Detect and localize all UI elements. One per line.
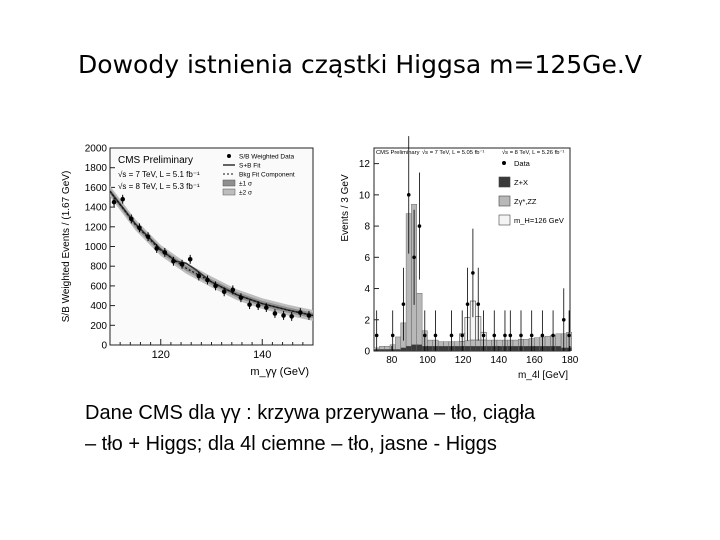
lumi-8tev: √s = 8 TeV, L = 5.26 fb⁻¹ [502, 150, 565, 156]
legend-label: Data [514, 159, 530, 168]
legend-label: m_H=126 GeV [514, 216, 564, 225]
chart-title: CMS Preliminary [118, 155, 194, 166]
zz-background-bar [470, 340, 475, 346]
y-tick-label: 1000 [84, 242, 107, 253]
data-point [129, 217, 134, 222]
y-tick-label: 8 [364, 221, 370, 233]
x-axis-label: m_4l [GeV] [517, 370, 568, 381]
y-tick-label: 2 [364, 315, 370, 327]
x-tick-label: 160 [526, 355, 543, 366]
data-point [503, 334, 507, 338]
zx-background-bar [443, 346, 448, 351]
data-point [402, 302, 406, 306]
data-point [171, 259, 176, 264]
zz-background-bar [497, 340, 502, 346]
x-tick-label: 120 [151, 349, 170, 361]
legend-marker-box [499, 215, 510, 225]
data-point [471, 271, 475, 275]
data-point [256, 303, 261, 308]
zx-background-bar [385, 349, 390, 351]
zx-background-bar [417, 345, 422, 351]
lumi-7tev: √s = 7 TeV, L = 5.1 fb⁻¹ [118, 170, 200, 179]
zz-background-bar [443, 342, 448, 347]
data-point [188, 257, 193, 262]
legend-marker-band [223, 180, 235, 186]
data-point [434, 334, 438, 338]
legend-label: Zγ*,ZZ [514, 197, 537, 206]
chart-title: CMS Preliminary [376, 150, 420, 156]
data-point [530, 334, 534, 338]
legend-label: ±2 σ [239, 189, 252, 197]
data-point [264, 305, 269, 310]
zz-background-bar [534, 338, 539, 347]
data-point [289, 314, 294, 319]
y-tick-label: 4 [364, 284, 370, 296]
y-tick-label: 1800 [84, 163, 107, 175]
zx-background-bar [534, 346, 539, 351]
zx-background-bar [454, 346, 459, 351]
zx-background-bar [470, 346, 475, 351]
data-point [375, 334, 379, 338]
legend-marker-box [499, 196, 510, 206]
y-tick-label: 1600 [84, 182, 107, 194]
data-point [120, 197, 125, 202]
y-tick-label: 6 [364, 252, 370, 264]
zx-background-bar [395, 349, 400, 351]
data-point [567, 334, 571, 338]
y-tick-label: 600 [90, 281, 107, 293]
y-tick-label: 10 [358, 190, 370, 202]
data-point [466, 302, 470, 306]
zx-background-bar [411, 345, 416, 351]
zx-background-bar [524, 346, 529, 351]
zx-background-bar [556, 346, 561, 351]
data-point [213, 284, 218, 289]
zx-background-bar [379, 349, 384, 351]
data-point [460, 334, 464, 338]
x-axis-label: m_γγ (GeV) [250, 366, 309, 378]
y-tick-label: 1200 [84, 222, 107, 234]
y-tick-label: 0 [101, 340, 107, 352]
data-point [509, 334, 513, 338]
y-tick-label: 200 [90, 320, 107, 332]
zx-background-bar [486, 346, 491, 351]
data-point [476, 302, 480, 306]
zx-background-bar [497, 346, 502, 351]
zz-background-bar [454, 342, 459, 347]
legend-marker-band [223, 189, 235, 195]
data-point [281, 313, 286, 318]
zz-background-bar [379, 346, 384, 349]
zx-background-bar [476, 346, 481, 351]
zz-background-bar [417, 293, 422, 345]
zz-background-bar [427, 340, 432, 346]
legend-marker-data [227, 154, 231, 158]
data-point [423, 334, 427, 338]
zx-background-bar [545, 346, 550, 351]
data-point [205, 278, 210, 283]
legend-label: ±1 σ [239, 180, 252, 188]
data-point [222, 290, 227, 295]
zz-background-bar [438, 342, 443, 347]
data-point [298, 310, 303, 315]
x-tick-label: 180 [561, 355, 579, 366]
x-tick-label: 80 [386, 355, 398, 366]
zz-background-bar [385, 346, 390, 349]
zx-background-bar [438, 346, 443, 351]
data-point [450, 334, 454, 338]
x-tick-label: 140 [490, 355, 508, 366]
slide-caption [85, 398, 685, 460]
zz-background-bar [395, 337, 400, 349]
data-point [146, 234, 151, 239]
lumi-8tev: √s = 8 TeV, L = 5.3 fb⁻¹ [118, 182, 200, 191]
legend-label: S/B Weighted Data [239, 153, 295, 161]
x-tick-label: 120 [454, 355, 472, 366]
y-axis-label: Events / 3 GeV [340, 174, 351, 242]
data-point [307, 313, 312, 318]
y-tick-label: 2000 [84, 143, 107, 155]
slide-title: Dowody istnienia cząstki Higgsa m=125Ge.V [78, 50, 642, 79]
data-point [391, 334, 395, 338]
legend-label: Z+X [514, 178, 528, 187]
data-point [482, 334, 486, 338]
data-point [247, 302, 252, 307]
y-tick-label: 400 [90, 301, 107, 313]
x-tick-label: 140 [253, 349, 272, 361]
legend-marker-box [499, 177, 510, 187]
lumi-7tev: √s = 7 TeV, L = 5.05 fb⁻¹ [422, 150, 485, 156]
zx-background-bar [513, 346, 518, 351]
zz-background-bar [465, 341, 470, 346]
x-tick-label: 100 [419, 355, 436, 366]
y-tick-label: 12 [358, 159, 370, 171]
data-point [197, 274, 202, 279]
caption-line-2: – tło + Higgs; dla 4l ciemne – tło, jasne - Higgs [85, 433, 497, 455]
data-point [154, 246, 159, 251]
caption-line-1: Dane CMS dla γγ : krzywa przerywana – tło, ciągła [85, 402, 536, 424]
data-point [492, 334, 496, 338]
zz-background-bar [486, 340, 491, 346]
data-point [562, 318, 566, 322]
data-point [231, 288, 236, 293]
zx-background-bar [401, 348, 406, 351]
y-tick-label: 1400 [84, 202, 107, 214]
data-point [163, 250, 168, 255]
zx-background-bar [406, 346, 411, 351]
diphoton-mass-chart [58, 140, 323, 380]
data-point [180, 262, 185, 267]
legend-marker-data [502, 161, 506, 165]
zz-background-bar [524, 339, 529, 346]
four-lepton-mass-chart [340, 138, 579, 383]
data-point [273, 311, 278, 316]
data-point [239, 295, 244, 300]
y-tick-label: 0 [364, 346, 370, 358]
zz-background-bar [556, 334, 561, 346]
data-point [551, 334, 555, 338]
zx-background-bar [427, 346, 432, 351]
legend-label: Bkg Fit Component [239, 171, 295, 179]
y-axis-label: S/B Weighted Events / (1.67 GeV) [61, 170, 72, 323]
y-tick-label: 800 [90, 261, 107, 273]
data-point [418, 224, 422, 228]
data-point [412, 256, 416, 260]
data-point [541, 334, 545, 338]
data-point [407, 193, 411, 197]
legend-label: S+B Fit [239, 162, 261, 170]
data-point [137, 225, 142, 230]
data-point [519, 334, 523, 338]
zz-background-bar [476, 340, 481, 346]
zx-background-bar [465, 346, 470, 351]
zz-background-bar [545, 336, 550, 346]
data-point [112, 200, 117, 205]
zz-background-bar [513, 340, 518, 346]
